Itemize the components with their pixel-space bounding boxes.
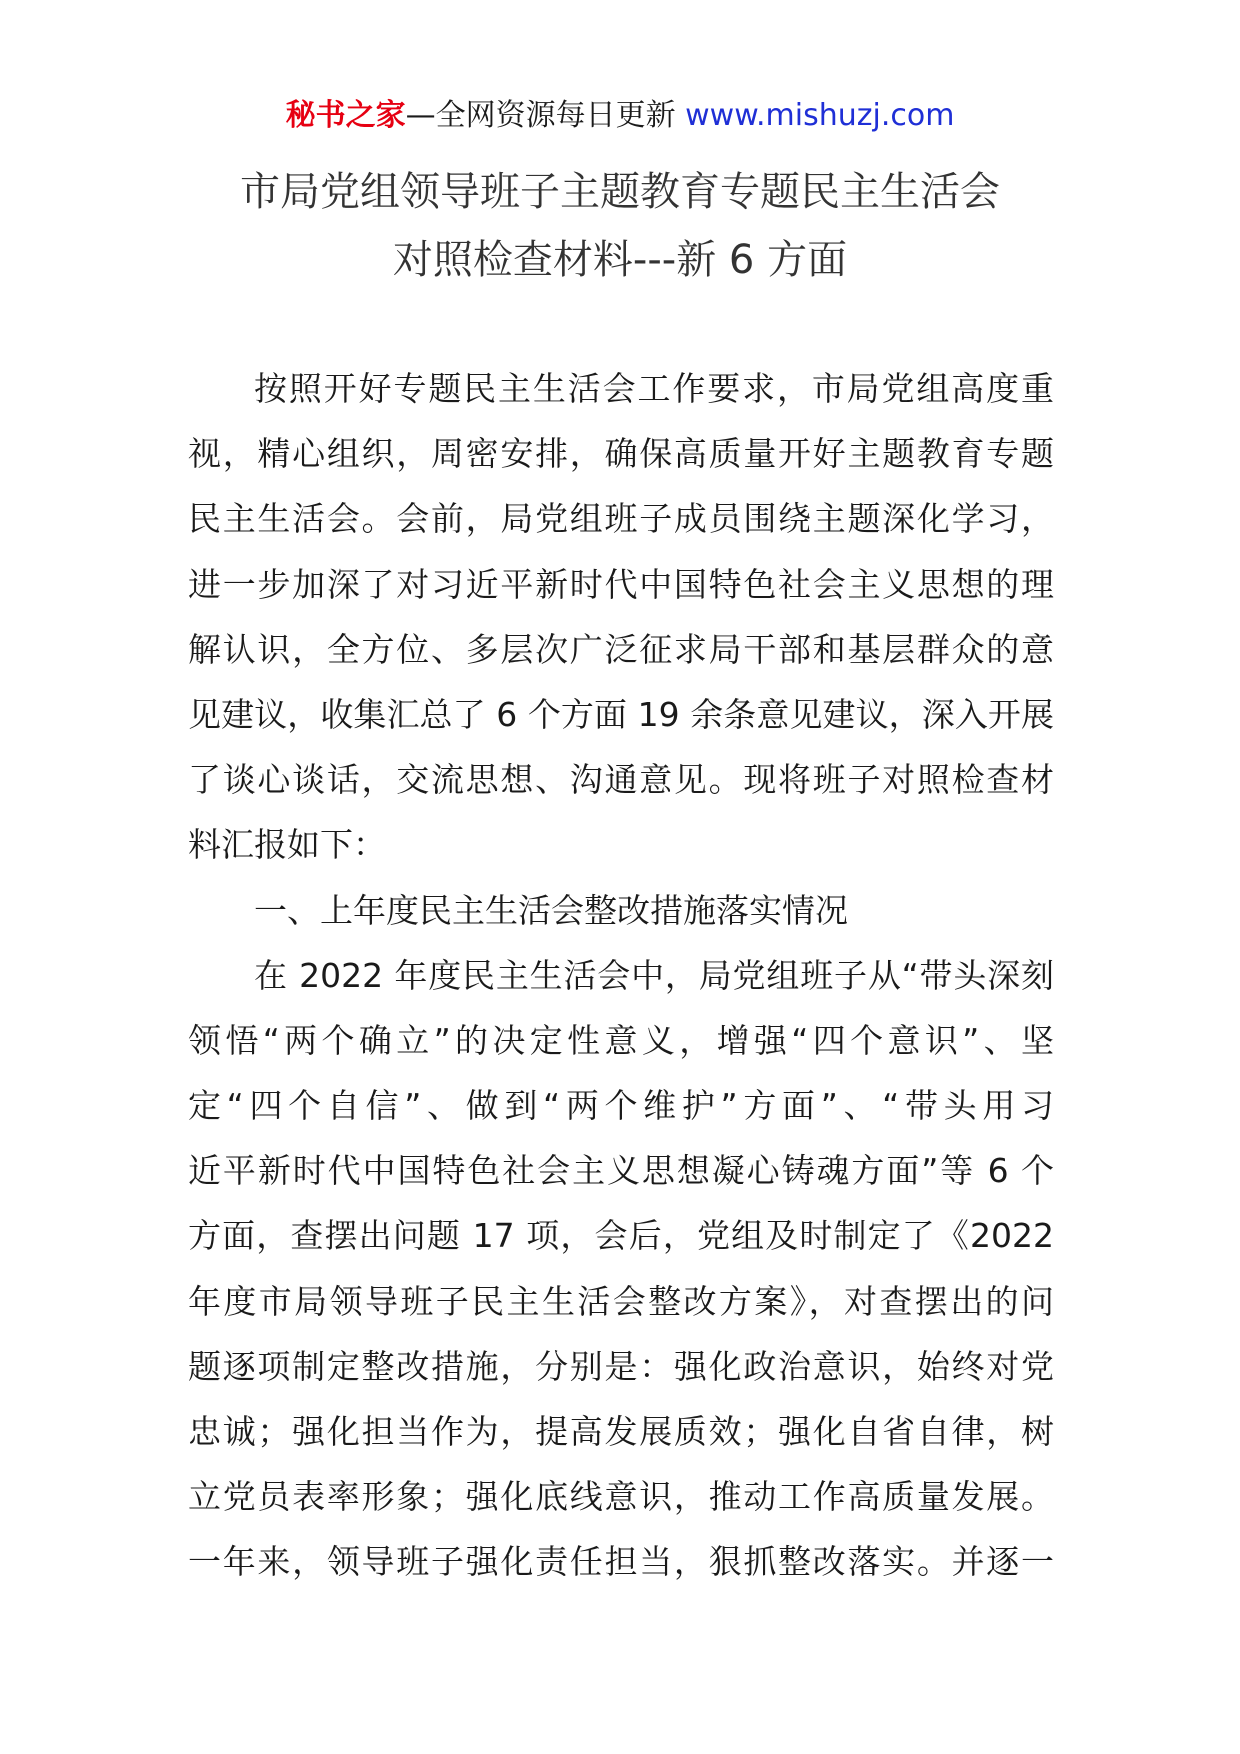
paragraph-line: 视，精心组织，周密安排，确保高质量开好主题教育专题 xyxy=(188,434,1054,474)
paragraph-line: 见建议，收集汇总了 6 个方面 19 余条意见建议，深入开展 xyxy=(188,694,1054,734)
section-heading: 一、上年度民主生活会整改措施落实情况 xyxy=(254,890,848,930)
paragraph-line: 定“四个自信”、做到“两个维护”方面”、“带头用习 xyxy=(188,1086,1054,1126)
paragraph-line: 近平新时代中国特色社会主义思想凝心铸魂方面”等 6 个 xyxy=(188,1151,1054,1191)
brand-name: 秘书之家 xyxy=(285,98,406,133)
paragraph-line: 解认识，全方位、多层次广泛征求局干部和基层群众的意 xyxy=(188,629,1054,669)
paragraph-line: 题逐项制定整改措施，分别是：强化政治意识，始终对党 xyxy=(188,1346,1054,1386)
paragraph-line: 料汇报如下： xyxy=(188,825,386,865)
paragraph-line: 忠诚；强化担当作为，提高发展质效；强化自省自律，树 xyxy=(188,1412,1054,1451)
site-url-link[interactable]: www.mishuzj.com xyxy=(685,98,955,133)
paragraph-line: 进一步加深了对习近平新时代中国特色社会主义思想的理 xyxy=(188,564,1054,604)
document-title-line-1: 市局党组领导班子主题教育专题民主生活会 xyxy=(240,169,1000,215)
document-body xyxy=(188,356,1054,1595)
paragraph-line: 了谈心谈话，交流思想、沟通意见。现将班子对照检查材 xyxy=(188,760,1054,800)
paragraph-line: 方面，查摆出问题 17 项，会后，党组及时制定了《2022 xyxy=(188,1216,1054,1256)
paragraph-line: 在 2022 年度民主生活会中，局党组班子从“带头深刻 xyxy=(254,955,1054,995)
paragraph-line: 年度市局领导班子民主生活会整改方案》，对查摆出的问 xyxy=(188,1281,1054,1321)
document-title-line-2: 对照检查材料---新 6 方面 xyxy=(392,237,848,283)
paragraph-line: 按照开好专题民主生活会工作要求，市局党组高度重 xyxy=(254,369,1054,408)
paragraph-line: 一年来，领导班子强化责任担当，狠抓整改落实。并逐一 xyxy=(188,1542,1054,1582)
paragraph-line: 立党员表率形象；强化底线意识，推动工作高质量发展。 xyxy=(188,1477,1054,1517)
site-header xyxy=(0,96,1240,136)
header-tagline: —全网资源每日更新 xyxy=(405,98,686,133)
paragraph-line: 领悟“两个确立”的决定性意义，增强“四个意识”、坚 xyxy=(188,1020,1054,1060)
paragraph-line: 民主生活会。会前，局党组班子成员围绕主题深化学习， xyxy=(188,499,1054,539)
